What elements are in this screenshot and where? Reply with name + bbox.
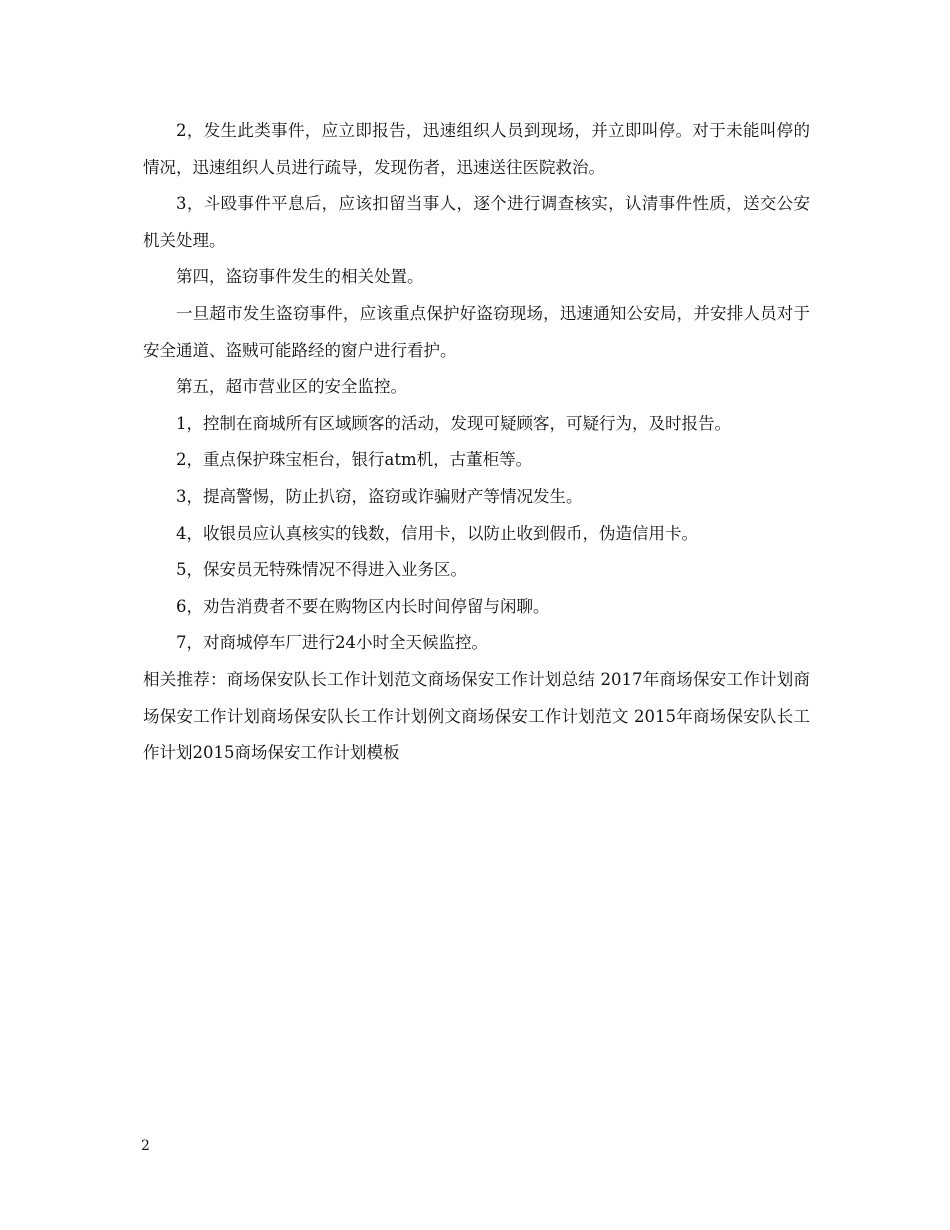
- paragraph-item-3-detain: 3，斗殴事件平息后，应该扣留当事人，逐个进行调查核实，认清事件性质，送交公安机关处理。: [143, 194, 810, 250]
- monitoring-item-2: 2，重点保护珠宝柜台，银行atm机，古董柜等。: [176, 450, 533, 470]
- monitoring-item-4: 4，收银员应认真核实的钱数，信用卡，以防止收到假币，伪造信用卡。: [176, 523, 698, 543]
- page-number: 2: [141, 1138, 150, 1154]
- paragraph-theft-handling: 一旦超市发生盗窃事件，应该重点保护好盗窃现场，迅速通知公安局，并安排人员对于安全通道、盗贼可能路经的窗户进行看护。: [143, 303, 810, 360]
- document-body: [143, 113, 810, 772]
- monitoring-item-7: 7，对商城停车厂进行24小时全天候监控。: [176, 633, 488, 653]
- related-recommendations: 相关推荐：商场保安队长工作计划范文商场保安工作计划总结 2017年商场保安工作计划商场保安工作计划商场保安队长工作计划例文商场保安工作计划范文 2015年商场保安队长工作计划2015商场保安工作计划模板: [143, 669, 810, 763]
- section-heading-monitoring: 第五，超市营业区的安全监控。: [176, 377, 407, 397]
- monitoring-item-6: 6，劝告消费者不要在购物区内长时间停留与闲聊。: [176, 596, 550, 616]
- paragraph-item-2-report: 2，发生此类事件，应立即报告，迅速组织人员到现场，并立即叫停。对于未能叫停的情况，迅速组织人员进行疏导，发现伤者，迅速送往医院救治。: [143, 121, 810, 177]
- monitoring-item-1: 1，控制在商城所有区域顾客的活动，发现可疑顾客，可疑行为，及时报告。: [176, 413, 731, 433]
- monitoring-item-5: 5，保安员无特殊情况不得进入业务区。: [176, 560, 467, 580]
- section-heading-theft: 第四，盗窃事件发生的相关处置。: [176, 267, 424, 287]
- monitoring-item-3: 3，提高警惕，防止扒窃，盗窃或诈骗财产等情况发生。: [176, 486, 583, 506]
